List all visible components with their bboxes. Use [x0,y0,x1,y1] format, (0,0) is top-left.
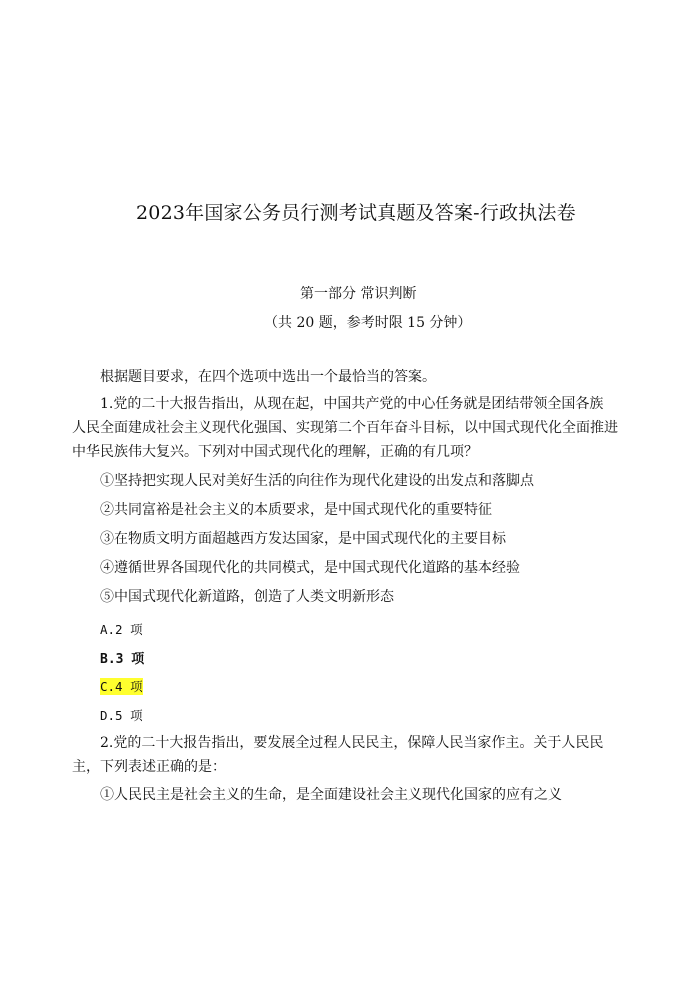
question-2-line-2: 主，下列表述正确的是： [72,759,226,775]
section-note: （共 20 题，参考时限 15 分钟） [264,315,472,331]
question-1-statement-3: ③在物质文明方面超越西方发达国家，是中国式现代化的主要目标 [100,531,506,547]
question-1-line-2: 人民全面建成社会主义现代化强国、实现第二个百年奋斗目标，以中国式现代化全面推进 [72,420,618,436]
question-1-option-b: B.3 项 [100,652,145,667]
section-title: 第一部分 常识判断 [300,286,417,302]
question-1-statement-1: ①坚持把实现人民对美好生活的向往作为现代化建设的出发点和落脚点 [100,473,534,489]
question-1-option-c [100,677,143,695]
document-title: 2023年国家公务员行测考试真题及答案-行政执法卷 [136,202,576,224]
question-2-statement-1: ①人民民主是社会主义的生命，是全面建设社会主义现代化国家的应有之义 [100,787,562,803]
question-1-line-1: 1.党的二十大报告指出，从现在起，中国共产党的中心任务就是团结带领全国各族 [100,396,604,412]
question-1-statement-5: ⑤中国式现代化新道路，创造了人类文明新形态 [100,589,394,605]
question-1-statement-4: ④遵循世界各国现代化的共同模式，是中国式现代化道路的基本经验 [100,560,520,576]
option-c-highlight: C.4 项 [100,679,143,694]
question-1-option-d: D.5 项 [100,708,143,723]
question-1-option-a: A.2 项 [100,622,143,637]
question-1-statement-2: ②共同富裕是社会主义的本质要求，是中国式现代化的重要特征 [100,502,492,518]
question-2-line-1: 2.党的二十大报告指出，要发展全过程人民民主，保障人民当家作主。关于人民民 [100,735,604,751]
question-1-line-3: 中华民族伟大复兴。下列对中国式现代化的理解，正确的有几项？ [72,444,478,460]
instruction-text: 根据题目要求，在四个选项中选出一个最恰当的答案。 [100,369,436,385]
